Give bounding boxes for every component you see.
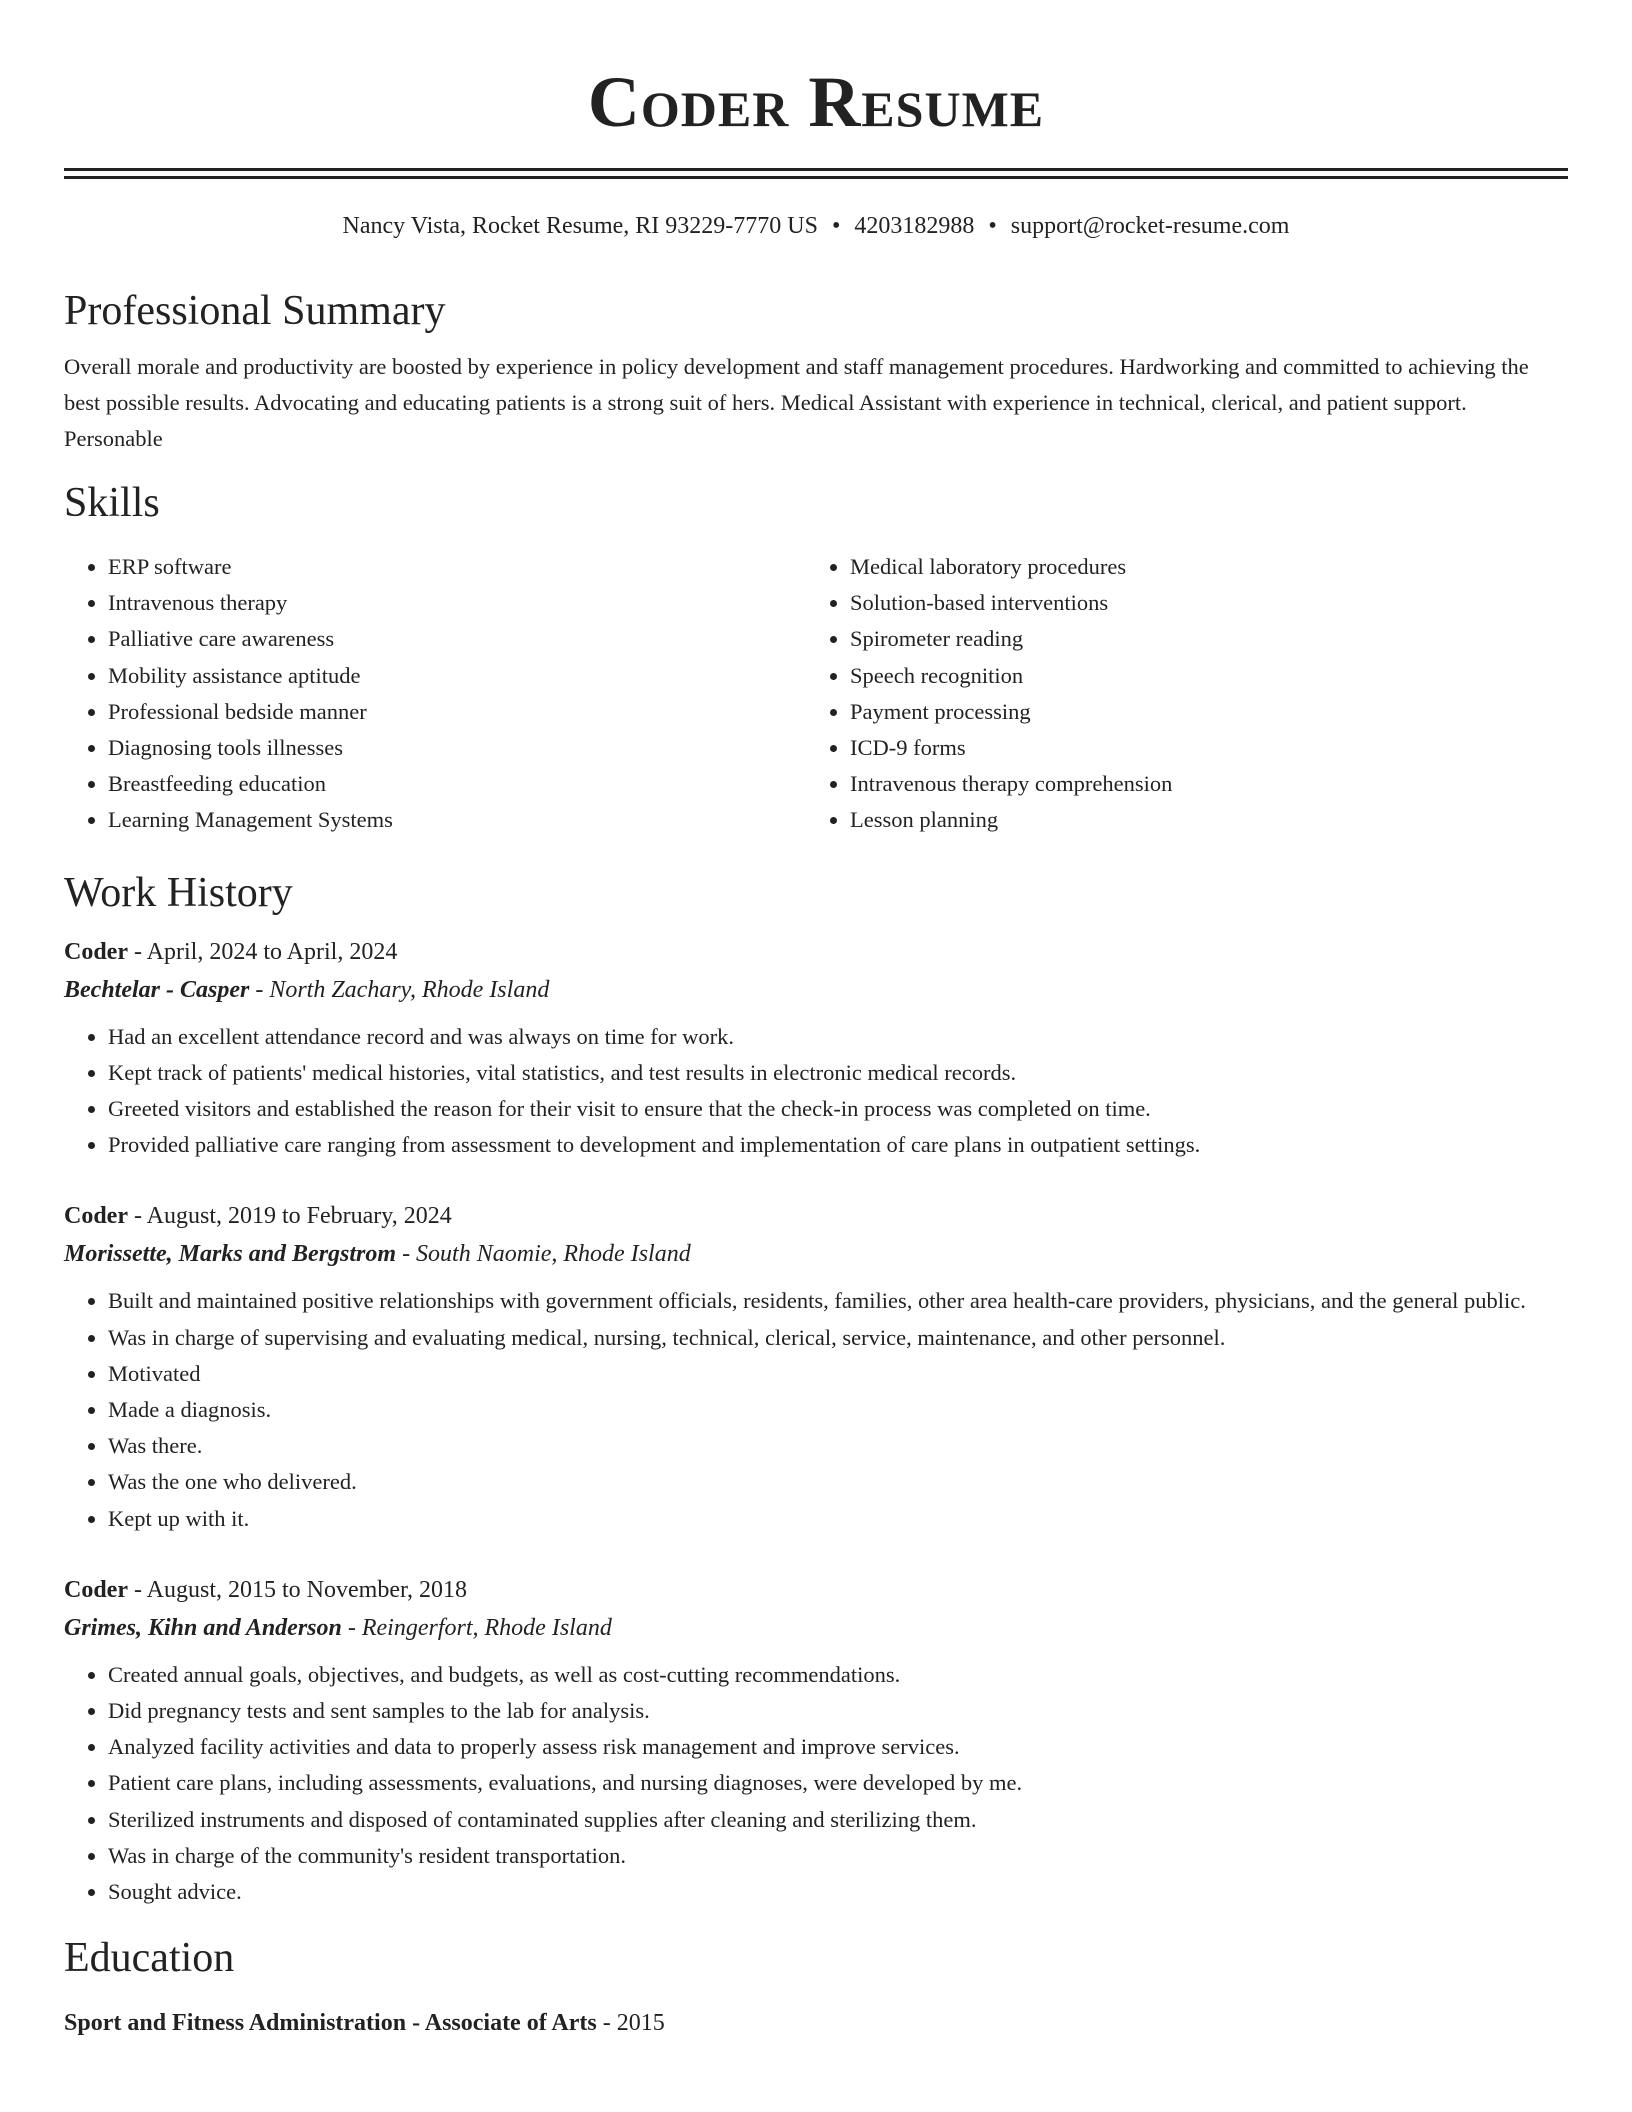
education-heading: Education	[64, 1935, 235, 1982]
job-entry	[64, 933, 1568, 1164]
work-history-heading: Work History	[64, 869, 293, 916]
title-divider	[64, 168, 1568, 179]
job-bullet: • Built and maintained positive relationships with government officials, residents, families, other area health-care providers, physicians, and the general public.	[108, 1283, 1568, 1319]
job-title: Coder	[64, 938, 128, 965]
education-year: - 2015	[596, 2010, 665, 2037]
skill-item: • Breastfeeding education	[108, 766, 806, 802]
skill-item: • Intravenous therapy comprehension	[850, 766, 1548, 802]
skill-item: • Professional bedside manner	[108, 694, 806, 730]
job-bullet: • Had an excellent attendance record and was always on time for work.	[108, 1019, 1568, 1055]
job-bullets	[64, 1657, 1568, 1910]
education-type: Associate of Arts	[424, 2010, 597, 2037]
job-title-line	[64, 933, 1568, 971]
education-entry: Sport and Fitness Administration - Associate of Arts - 2015	[64, 2010, 665, 2037]
skill-item: • Learning Management Systems	[108, 802, 806, 838]
resume-page	[64, 0, 1568, 2042]
summary-text: Overall morale and productivity are boosted by experience in policy development and staff management procedures. Hardworking and committed to achieving the best possible results. Advocating and educating patients is a strong suit of hers. Medical Assistant with experience in technical, clerical, and patient support. Personable	[64, 354, 1529, 451]
job-bullet: • Was in charge of supervising and evaluating medical, nursing, technical, clerical, service, maintenance, and other personnel.	[108, 1320, 1568, 1356]
job-title-line	[64, 1571, 1568, 1609]
job-bullet: • Sought advice.	[108, 1874, 1568, 1910]
job-title: Coder	[64, 1203, 128, 1230]
job-company-line	[64, 1235, 1568, 1273]
contact-phone: 4203182988	[854, 213, 975, 239]
job-entry	[64, 1197, 1568, 1536]
job-bullet: • Patient care plans, including assessments, evaluations, and nursing diagnoses, were developed by me.	[108, 1765, 1568, 1801]
job-bullet: • Did pregnancy tests and sent samples to the lab for analysis.	[108, 1693, 1568, 1729]
job-bullet: • Was there.	[108, 1428, 1568, 1464]
job-location: - South Naomie, Rhode Island	[396, 1241, 691, 1268]
job-dates: - August, 2015 to November, 2018	[127, 1576, 467, 1603]
job-bullet: • Kept track of patients' medical histories, vital statistics, and test results in electronic medical records.	[108, 1055, 1568, 1091]
job-dates: - August, 2019 to February, 2024	[127, 1203, 452, 1230]
skills-list	[64, 549, 1568, 839]
contact-separator: •	[988, 213, 997, 239]
job-bullet: • Motivated	[108, 1356, 1568, 1392]
contact-separator: •	[831, 213, 841, 239]
skill-item: • Spirometer reading	[850, 621, 1548, 657]
summary-heading: Professional Summary	[64, 288, 446, 334]
contact-address: Nancy Vista, Rocket Resume, RI 93229-7770 US	[342, 213, 818, 239]
job-bullet: • Provided palliative care ranging from assessment to development and implementation of care plans in outpatient settings.	[108, 1127, 1568, 1163]
skill-item: • Payment processing	[850, 694, 1548, 730]
education-degree: Sport and Fitness Administration	[64, 2010, 407, 2037]
skill-item: • Palliative care awareness	[108, 621, 806, 657]
skill-item: • Speech recognition	[850, 658, 1548, 694]
skill-item: • Solution-based interventions	[850, 585, 1548, 621]
job-bullet: • Was the one who delivered.	[108, 1464, 1568, 1500]
job-dates: - April, 2024 to April, 2024	[127, 938, 398, 965]
skill-item: • ERP software	[108, 549, 806, 585]
skills-heading: Skills	[64, 480, 160, 526]
job-entry	[64, 1571, 1568, 1910]
job-company-line	[64, 1609, 1568, 1647]
job-title-line	[64, 1197, 1568, 1235]
job-title: Coder	[64, 1576, 128, 1603]
job-bullet: • Sterilized instruments and disposed of contaminated supplies after cleaning and sterilizing them.	[108, 1802, 1568, 1838]
resume-title: Coder Resume	[587, 62, 1045, 142]
job-company: Morissette, Marks and Bergstrom	[64, 1241, 397, 1268]
job-bullets	[64, 1283, 1568, 1536]
skills-column-left	[64, 549, 806, 839]
job-bullet: • Created annual goals, objectives, and budgets, as well as cost-cutting recommendations.	[108, 1657, 1568, 1693]
job-bullet: • Analyzed facility activities and data to properly assess risk management and improve services.	[108, 1729, 1568, 1765]
skill-item: • ICD-9 forms	[850, 730, 1548, 766]
job-bullet: • Kept up with it.	[108, 1501, 1568, 1537]
skill-item: • Lesson planning	[850, 802, 1548, 838]
job-bullet: • Greeted visitors and established the reason for their visit to ensure that the check-in process was completed on time.	[108, 1091, 1568, 1127]
contact-line	[64, 209, 1568, 243]
job-location: - North Zachary, Rhode Island	[249, 976, 550, 1003]
skill-item: • Diagnosing tools illnesses	[108, 730, 806, 766]
skill-item: • Intravenous therapy	[108, 585, 806, 621]
skill-item: • Mobility assistance aptitude	[108, 658, 806, 694]
skills-column-right	[806, 549, 1548, 839]
job-location: - Reingerfort, Rhode Island	[341, 1614, 612, 1641]
contact-email[interactable]: support@rocket-resume.com	[1010, 213, 1290, 239]
job-bullet: • Was in charge of the community's resident transportation.	[108, 1838, 1568, 1874]
job-company-line	[64, 971, 1568, 1009]
skill-item: • Medical laboratory procedures	[850, 549, 1548, 585]
job-company: Bechtelar - Casper	[64, 976, 250, 1003]
job-bullets	[64, 1019, 1568, 1164]
job-bullet: • Made a diagnosis.	[108, 1392, 1568, 1428]
job-company: Grimes, Kihn and Anderson	[64, 1614, 342, 1641]
